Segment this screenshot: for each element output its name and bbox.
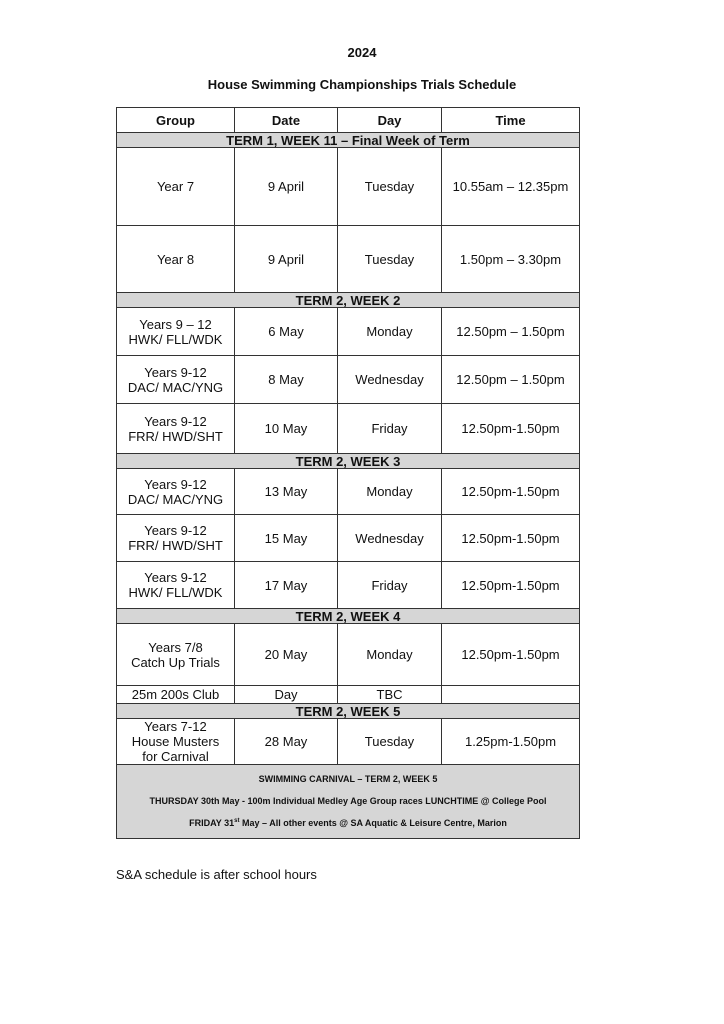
carnival-friday-details: May – All other events @ SA Aquatic & Leisure Centre, Marion [239, 818, 507, 828]
group-cell [117, 308, 235, 356]
table-row [117, 624, 580, 686]
group-line: Years 9-12 [144, 476, 207, 492]
day-cell: Friday [338, 562, 442, 609]
group-cell [117, 515, 235, 562]
time-cell: 12.50pm-1.50pm [442, 404, 580, 454]
group-cell [117, 469, 235, 515]
group-line: Years 9-12 [144, 570, 207, 585]
document-year: 2024 [347, 45, 377, 60]
term-heading-row [117, 454, 580, 469]
group-line: Years 7/8 [148, 639, 203, 655]
group-line: House Musters [131, 734, 220, 749]
term-heading: TERM 2, WEEK 5 [117, 704, 580, 719]
table-row [117, 719, 580, 765]
time-cell: 1.50pm – 3.30pm [442, 226, 580, 293]
day-cell: Wednesday [338, 515, 442, 562]
table-row [117, 686, 580, 704]
carnival-friday-day: FRIDAY 31 [189, 818, 235, 828]
group-line: FRR/ HWD/SHT [128, 428, 223, 444]
group-line: HWK/ FLL/WDK [128, 585, 223, 600]
table-row [117, 404, 580, 454]
document-title: House Swimming Championships Trials Schedule [207, 77, 517, 92]
group-line: Years 9-12 [144, 523, 207, 538]
term-heading: TERM 2, WEEK 4 [117, 609, 580, 624]
time-cell: 12.50pm-1.50pm [442, 562, 580, 609]
carnival-heading: SWIMMING CARNIVAL – TERM 2, WEEK 5 [258, 774, 438, 784]
group-line: Years 9 – 12 [139, 316, 212, 332]
time-cell: 12.50pm – 1.50pm [442, 308, 580, 356]
date-cell: 28 May [235, 719, 338, 765]
term-heading-row [117, 133, 580, 148]
carnival-thursday: THURSDAY 30th May - 100m Individual Medley Age Group races LUNCHTIME @ College Pool [149, 796, 547, 806]
term-heading: TERM 2, WEEK 2 [117, 293, 580, 308]
group-cell [117, 719, 235, 765]
trials-schedule-table [116, 107, 580, 839]
group-line: Years 7-12 [144, 719, 207, 734]
term-heading-row [117, 704, 580, 719]
time-cell: 10.55am – 12.35pm [442, 148, 580, 226]
day-cell: Tuesday [338, 148, 442, 226]
table-row [117, 356, 580, 404]
column-header-group: Group [117, 108, 235, 133]
date-cell: Day [235, 686, 338, 704]
column-header-day: Day [338, 108, 442, 133]
day-cell: Tuesday [338, 226, 442, 293]
group-line: DAC/ MAC/YNG [127, 491, 224, 507]
date-cell: 10 May [235, 404, 338, 454]
group-line: Years 9-12 [144, 413, 207, 429]
group-cell [117, 356, 235, 404]
group-cell: Year 8 [117, 226, 235, 293]
time-cell: 12.50pm – 1.50pm [442, 356, 580, 404]
time-cell: 1.25pm-1.50pm [442, 719, 580, 765]
day-cell: Friday [338, 404, 442, 454]
time-cell: 12.50pm-1.50pm [442, 469, 580, 515]
carnival-info-row [117, 765, 580, 839]
date-cell: 9 April [235, 148, 338, 226]
day-cell: Monday [338, 469, 442, 515]
group-cell [117, 562, 235, 609]
group-cell [117, 624, 235, 686]
group-line: DAC/ MAC/YNG [127, 379, 224, 395]
column-header-date: Date [235, 108, 338, 133]
term-heading: TERM 1, WEEK 11 – Final Week of Term [117, 133, 580, 148]
date-cell: 8 May [235, 356, 338, 404]
time-cell: 12.50pm-1.50pm [442, 515, 580, 562]
day-cell: Tuesday [338, 719, 442, 765]
table-row [117, 226, 580, 293]
table-header-row [117, 108, 580, 133]
date-cell: 20 May [235, 624, 338, 686]
group-line: HWK/ FLL/WDK [128, 331, 223, 347]
group-cell: 25m 200s Club [117, 686, 235, 704]
group-cell: Year 7 [117, 148, 235, 226]
carnival-friday [121, 818, 575, 829]
time-cell [442, 686, 580, 704]
table-row [117, 308, 580, 356]
group-line: Years 9-12 [144, 364, 207, 380]
date-cell: 9 April [235, 226, 338, 293]
term-heading-row [117, 609, 580, 624]
date-cell: 13 May [235, 469, 338, 515]
day-cell: Monday [338, 308, 442, 356]
day-cell: Wednesday [338, 356, 442, 404]
table-row [117, 469, 580, 515]
group-line: for Carnival [142, 749, 209, 764]
carnival-info [117, 765, 580, 839]
term-heading: TERM 2, WEEK 3 [117, 454, 580, 469]
table-row [117, 148, 580, 226]
footer-note: S&A schedule is after school hours [116, 867, 317, 882]
group-cell [117, 404, 235, 454]
date-cell: 6 May [235, 308, 338, 356]
date-cell: 15 May [235, 515, 338, 562]
table-row [117, 515, 580, 562]
group-line: Catch Up Trials [131, 654, 220, 670]
term-heading-row [117, 293, 580, 308]
day-cell: Monday [338, 624, 442, 686]
table-row [117, 562, 580, 609]
ordinal-suffix: st [234, 818, 240, 824]
time-cell: 12.50pm-1.50pm [442, 624, 580, 686]
date-cell: 17 May [235, 562, 338, 609]
group-line: FRR/ HWD/SHT [128, 538, 223, 553]
day-cell: TBC [338, 686, 442, 704]
column-header-time: Time [442, 108, 580, 133]
